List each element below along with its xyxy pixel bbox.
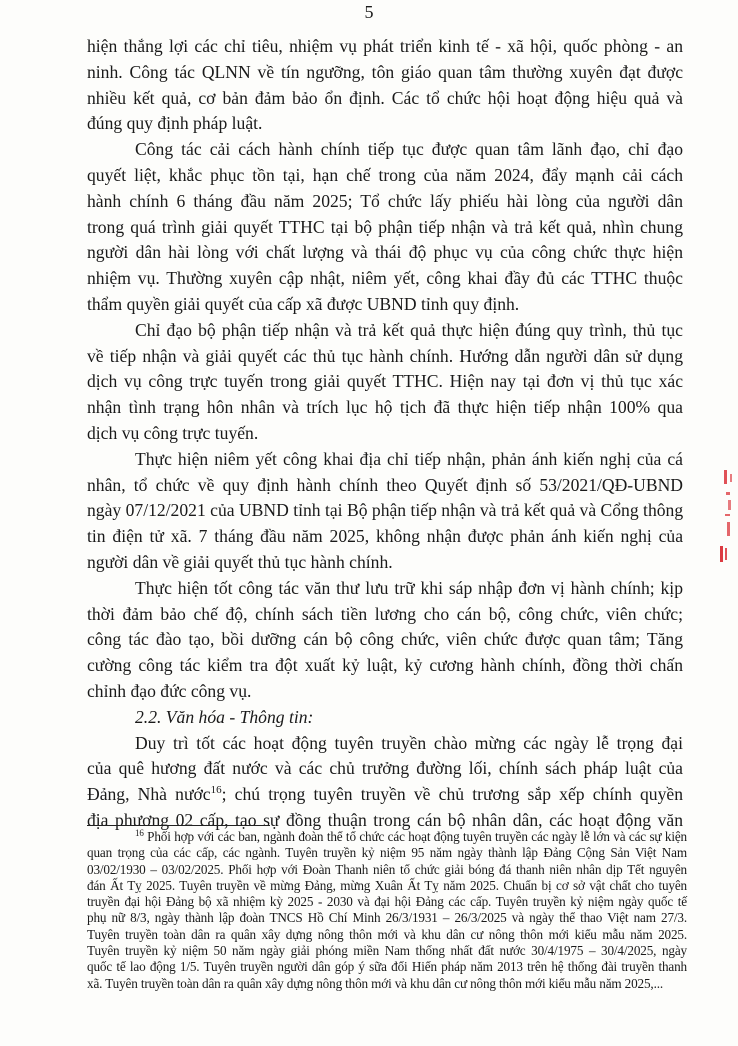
- text-fragment: ; chú trọng tuyên truyền về chủ trương sắp xếp chính quyền: [221, 784, 683, 805]
- text-line: quyết liệt, khắc phục tồn tại, hạn chế trong của năm 2024, đẩy mạnh cải cách: [87, 164, 683, 185]
- footnote-separator: [87, 825, 270, 826]
- footnote-line: đán Ất Tỵ 2025. Tuyên truyền về mừng Đảng, mừng Xuân Ất Tỵ năm 2025. Chuẩn bị cơ sở vật chất cho tuyên: [87, 877, 687, 893]
- text-line: nhiệm vụ. Thường xuyên cập nhật, niêm yết, công khai đầy đủ các TTHC thuộc: [87, 268, 683, 289]
- text-line: hiện thắng lợi các chỉ tiêu, nhiệm vụ phát triển kinh tế - xã hội, quốc phòng - an: [87, 36, 683, 56]
- text-line: Duy trì tốt các hoạt động tuyên truyền chào mừng các ngày lễ trọng đại: [135, 732, 683, 753]
- text-line: của quê hương đất nước và các chủ trưởng đường lối, chính sách pháp luật của: [87, 758, 683, 779]
- paragraph: [87, 731, 683, 834]
- text-line: trong quá trình giải quyết TTHC tại bộ phận tiếp nhận và trả kết quả, nhìn chung: [87, 216, 683, 237]
- body-text: [87, 34, 683, 834]
- text-line: thẩm quyền giải quyết của cấp xã được UBND tỉnh quy định.: [87, 293, 520, 314]
- text-line: dịch vụ công trực tuyến trong giải quyết TTHC. Hiện nay tại đơn vị thủ tục xác: [87, 371, 683, 392]
- paragraph: [87, 318, 683, 447]
- text-line: hành chính 6 tháng đầu năm 2025; Tổ chức lấy phiếu hài lòng của người dân: [87, 190, 683, 211]
- footnote: [87, 829, 687, 992]
- red-stamp-fragment: [716, 468, 738, 564]
- text-line: địa phương 02 cấp, tạo sự đồng thuận trong cán bộ nhân dân, các hoạt động văn: [87, 809, 683, 830]
- footnote-line: Tuyên truyền toàn dân ra quân xây dựng nông thôn mới và khu dân cư nông thôn mới kiểu mẫu năm 2025.: [87, 926, 687, 942]
- footnote-line: truyền đại hội Đảng bộ xã nhiệm kỳ 2025 - 2030 và đại hội Đảng các cấp. Tuyên truyền kỷ niệm ngày quốc tế: [87, 894, 687, 910]
- text-line: tin điện tử xã. 7 tháng đầu năm 2025, không nhận được phản ánh kiến nghị của: [87, 526, 683, 547]
- text-line: nhiều kết quả, cơ bản đảm bảo ổn định. Các tổ chức hội hoạt động hiệu quả và: [87, 87, 683, 108]
- text-fragment: Đảng, Nhà nước: [87, 784, 211, 805]
- footnote-line: 03/02/1930 – 03/02/2025. Phối hợp với Đoàn Thanh niên tổ chức giải bóng đá thanh niên nhân dịp Tết nguyên: [87, 861, 687, 877]
- paragraph: [87, 34, 683, 137]
- text-line: đúng quy định pháp luật.: [87, 113, 263, 134]
- text-line: nhân, tổ chức về quy định hành chính theo Quyết định số 53/2021/QĐ-UBND: [87, 474, 683, 495]
- footnote-line: quan trọng của các cấp, các ngành. Tuyên truyền kỷ niệm 95 năm ngày thành lập Đảng Cộng Sản Việt Nam: [87, 845, 687, 861]
- footnote-line: [87, 829, 687, 845]
- text-line: ngày 07/12/2021 của UBND tỉnh tại Bộ phận tiếp nhận và trả kết quả và Cổng thông: [87, 500, 684, 521]
- text-line: người dân về giải quyết thủ tục hành chính.: [87, 551, 393, 572]
- footnote-line: xã. Tuyên truyền toàn dân ra quân xây dựng nông thôn mới và khu dân cư nông thôn mới kiểu mẫu năm 2025,...: [87, 975, 664, 991]
- text-line: dịch vụ công trực tuyến.: [87, 422, 259, 443]
- page-number: 5: [364, 2, 374, 22]
- text-line: cường công tác kiểm tra đột xuất kỷ luật, kỷ cương hành chính, đồng thời chấn: [87, 655, 683, 676]
- text-line: nhận tình trạng hôn nhân và trích lục hộ tịch đã thực hiện tiếp nhận 100% qua: [87, 397, 683, 418]
- text-line: Thực hiện tốt công tác văn thư lưu trữ khi sáp nhập đơn vị hành chính; kịp: [135, 577, 683, 598]
- footnote-line: phụ nữ 8/3, ngày thành lập đoàn TNCS Hồ Chí Minh 26/3/1931 – 26/3/2025 và ngày thể thao Việt nam 27/3.: [87, 910, 687, 926]
- text-line: thời đảm bảo chế độ, chính sách tiền lương cho cán bộ, công chức, viên chức;: [87, 603, 683, 624]
- footnote-line: Tuyên truyền kỷ niệm 50 năm ngày giải phóng miền Nam thống nhất đất nước 30/4/1975 – 30/4/2025, ngày: [87, 943, 687, 959]
- paragraph: [87, 447, 683, 576]
- footnote-reference[interactable]: 16: [210, 784, 222, 797]
- text-line: Thực hiện niêm yết công khai địa chỉ tiếp nhận, phản ánh kiến nghị của cá: [135, 448, 683, 469]
- text-line: Công tác cải cách hành chính tiếp tục được quan tâm lãnh đạo, chỉ đạo: [135, 139, 683, 160]
- text-line: Chỉ đạo bộ phận tiếp nhận và trả kết quả thực hiện đúng quy trình, thủ tục: [135, 319, 683, 340]
- text-line: về tiếp nhận và giải quyết các thủ tục hành chính. Hướng dẫn người dân sử dụng: [87, 345, 683, 366]
- paragraph: [87, 576, 683, 705]
- text-fragment: Phối hợp với các ban, ngành đoàn thể tổ chức các hoạt động tuyên truyền các ngày lễ lớn và các sự kiện: [143, 829, 687, 844]
- paragraph: [87, 137, 683, 318]
- text-line: [87, 782, 683, 808]
- text-line: người dân hài lòng với chất lượng và thái độ phục vụ của công chức thực hiện: [87, 242, 683, 263]
- footnote-line: quốc tế lao động 1/5. Tuyên truyền người dân góp ý sữa đổi Hiến pháp năm 2013 trên hệ thống đài truyền thanh: [87, 959, 687, 975]
- text-line: công tác đào tạo, bồi dưỡng cán bộ công chức, viên chức được quan tâm; Tăng: [87, 629, 683, 650]
- section-heading: 2.2. Văn hóa - Thông tin:: [135, 706, 314, 727]
- text-line: chỉnh đạo đức công vụ.: [87, 680, 252, 701]
- text-line: ninh. Công tác QLNN về tín ngưỡng, tôn giáo quan tâm thường xuyên đạt được: [87, 61, 683, 82]
- footnote-marker: 16: [135, 828, 144, 838]
